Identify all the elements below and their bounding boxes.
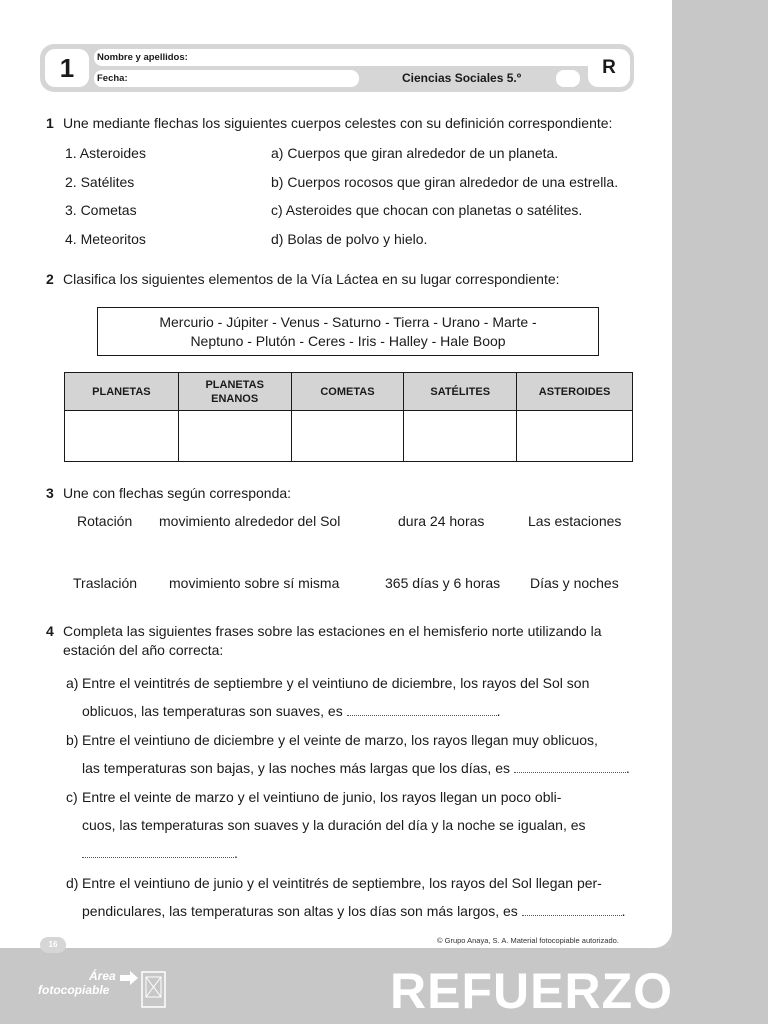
column-header: COMETAS — [291, 373, 404, 411]
q4-item-text: las temperaturas son bajas, y las noches más largas que los días, es — [82, 760, 510, 776]
answer-cell[interactable] — [65, 411, 179, 462]
area-label: Área — [89, 969, 116, 983]
q2-prompt: Clasifica los siguientes elementos de la Vía Láctea en su lugar correspondiente: — [63, 271, 560, 287]
q3-definition: movimiento alrededor del Sol — [159, 513, 341, 529]
q1-left-item: 4. Meteoritos — [65, 231, 146, 247]
q3-prompt: Une con flechas según corresponda: — [63, 485, 292, 501]
q1-left-item: 1. Asteroides — [65, 145, 146, 161]
period: . — [621, 903, 626, 919]
date-field[interactable]: Fecha: — [94, 70, 359, 87]
q4-item-text: Entre el veintitrés de septiembre y el veintiuno de diciembre, los rayos del Sol son — [82, 675, 590, 691]
q3-effect: Las estaciones — [528, 513, 622, 529]
copyright-notice: © Grupo Anaya, S. A. Material fotocopiable autorizado. — [437, 936, 619, 945]
q4-item-text: pendiculares, las temperaturas son altas y los días son más largos, es — [82, 903, 518, 919]
period: . — [625, 760, 630, 776]
q1-right-item: c) Asteroides que chocan con planetas o satélites. — [271, 202, 583, 218]
q4-item-label: b) — [66, 732, 79, 748]
q1-prompt: Une mediante flechas los siguientes cuerpos celestes con su definición correspondiente: — [63, 115, 613, 131]
q1-number: 1 — [46, 115, 54, 131]
q4-prompt: Completa las siguientes frases sobre las estaciones en el hemisferio norte utilizando la — [63, 623, 602, 639]
q3-duration: dura 24 horas — [398, 513, 485, 529]
q4-item-line — [82, 759, 630, 777]
student-header — [40, 44, 634, 92]
answer-cell[interactable] — [291, 411, 404, 462]
column-header: PLANETAS ENANOS — [178, 373, 291, 411]
q4-item-label: d) — [66, 875, 79, 891]
unit-number: 1 — [45, 49, 89, 87]
q4-item-text: cuos, las temperaturas son suaves y la duración del día y la noche se igualan, es — [82, 817, 586, 833]
grade-field[interactable] — [556, 70, 580, 87]
word-bank-line: Mercurio - Júpiter - Venus - Saturno - Tierra - Urano - Marte - — [159, 314, 537, 330]
period: . — [234, 845, 238, 861]
q4-item-text: Entre el veinte de marzo y el veintiuno de junio, los rayos llegan un poco obli- — [82, 789, 562, 805]
q4-prompt: estación del año correcta: — [63, 642, 224, 658]
page-number: 16 — [40, 937, 66, 953]
q1-right-item: a) Cuerpos que giran alrededor de un planeta. — [271, 145, 559, 161]
refuerzo-banner: REFUERZO — [390, 963, 673, 1019]
arrow-right-icon — [120, 971, 138, 985]
answer-blank[interactable] — [522, 904, 622, 916]
q4-item-label: c) — [66, 789, 78, 805]
period: . — [496, 703, 501, 719]
q1-right-item: d) Bolas de polvo y hielo. — [271, 231, 428, 247]
subject-label: Ciencias Sociales 5.º — [402, 71, 522, 85]
q1-left-item: 2. Satélites — [65, 174, 135, 190]
answer-cell[interactable] — [517, 411, 633, 462]
level-badge: R — [588, 49, 630, 87]
q4-item-label: a) — [66, 675, 79, 691]
right-sidebar — [672, 0, 768, 1024]
answer-cell[interactable] — [404, 411, 517, 462]
q4-number: 4 — [46, 623, 54, 639]
q2-number: 2 — [46, 271, 54, 287]
q3-effect: Días y noches — [530, 575, 619, 591]
column-header: PLANETAS — [65, 373, 179, 411]
answer-blank[interactable] — [347, 704, 497, 716]
column-header: SATÉLITES — [404, 373, 517, 411]
table-answer-row — [65, 411, 633, 462]
word-bank — [97, 307, 599, 356]
q4-item-text: oblicuos, las temperaturas son suaves, es — [82, 703, 343, 719]
answer-cell[interactable] — [178, 411, 291, 462]
q3-term: Traslación — [73, 575, 138, 591]
q4-item-line — [82, 844, 238, 862]
column-header: ASTEROIDES — [517, 373, 633, 411]
q3-term: Rotación — [77, 513, 133, 529]
q3-definition: movimiento sobre sí misma — [169, 575, 340, 591]
word-bank-line: Neptuno - Plutón - Ceres - Iris - Halley - Hale Boop — [190, 333, 506, 349]
q4-item-text: Entre el veintiuno de junio y el veintitrés de septiembre, los rayos del Sol llegan per- — [82, 875, 602, 891]
photocopiable-label: fotocopiable — [38, 983, 110, 997]
q1-right-item: b) Cuerpos rocosos que giran alrededor de una estrella. — [271, 174, 619, 190]
q4-item-text: Entre el veintiuno de diciembre y el veinte de marzo, los rayos llegan muy oblicuos, — [82, 732, 598, 748]
answer-blank[interactable] — [82, 846, 234, 858]
q3-number: 3 — [46, 485, 54, 501]
q3-duration: 365 días y 6 horas — [385, 575, 501, 591]
photocopy-document-icon — [141, 971, 166, 1008]
table-header-row — [65, 373, 633, 411]
name-field[interactable]: Nombre y apellidos: — [94, 49, 622, 66]
q1-left-item: 3. Cometas — [65, 202, 137, 218]
q4-item-line — [82, 902, 626, 920]
answer-blank[interactable] — [514, 761, 626, 773]
classification-table — [64, 372, 633, 462]
q4-item-line — [82, 702, 500, 720]
